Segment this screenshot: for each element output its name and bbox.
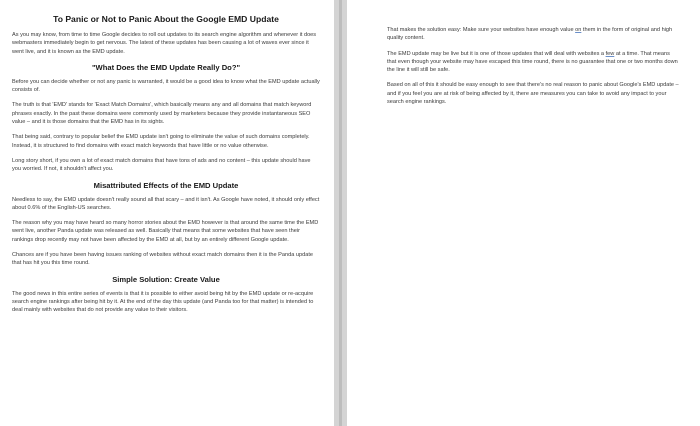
paragraph: Chances are if you have been having issues ranking of websites without exact match domains then it is the Panda update that has hit you this time round. (12, 252, 313, 267)
intro-paragraph: As you may know, from time to time Google decides to roll out updates to its search engine algorithm and whenever it does webmasters immediately begin to get nervous. The latest of these updates has been causing a lot of waves ever since it went live, and it is known as the EMD update. (12, 32, 317, 55)
text-run: at a time. That means that even though your website may have escaped this time round, there is no guarantee that one or two months down the line it will still be safe. (387, 50, 678, 74)
page-content (387, 26, 679, 113)
document-title: To Panic or Not to Panic About the Google EMD Update (53, 14, 279, 24)
document-page-left (0, 0, 334, 426)
paragraph: The reason why you may have heard so many horror stories about the EMD however is that around the same time the EMD went live, another Panda update was released as well. Basically that means that some websites that have seen their rankings drop recently may not have been affected by the EMD at all, but by an entirely different Google update. (12, 220, 319, 243)
paragraph: Before you can decide whether or not any panic is warranted, it would be a good idea to know what the EMD update actually consists of. (12, 78, 320, 94)
paragraph: Needless to say, the EMD update doesn't really sound all that scary – and it isn't. As Google have noted, it should only effect about 0.6% of the English-US searches. (12, 196, 320, 211)
document-page-right (347, 0, 700, 426)
section-heading-misattributed: Misattributed Effects of the EMD Update (93, 180, 239, 190)
underlined-word: few (605, 50, 615, 57)
text-run: The EMD update may be live but it is one of those updates that will deal with websites a (387, 50, 606, 57)
paragraph: Long story short, if you own a lot of exact match domains that have tons of ads and no content – this update should have you worried. If not, it shouldn't affect you. (12, 157, 311, 173)
paragraph: Based on all of this it should be easy enough to see that there's no real reason to panic about Google's EMD update – and if you feel you are at risk of being affected by it, there are measures you can take to avoid any impact to your search engine rankings. (387, 82, 679, 106)
paragraph (387, 26, 679, 43)
paragraph: The truth is that 'EMD' stands for 'Exact Match Domains', which basically means any and all domains that match keyword phrases exactly. In the past these domains were commonly used by marketers because they provide instantaneous SEO value – and it is those domains that the EMD has in its sights. (12, 102, 312, 126)
paragraph: That being said, contrary to popular belief the EMD update isn't going to eliminate the value of such domains completely. Instead, it is structured to find domains with exact match keywords that have little or no value otherwise. (12, 134, 310, 149)
text-run: That makes the solution easy: Make sure your websites have enough value (387, 27, 576, 33)
paragraph (387, 50, 679, 75)
section-heading-simple-solution: Simple Solution: Create Value (112, 274, 220, 284)
underlined-word: on (575, 27, 582, 33)
page-content (12, 14, 320, 322)
section-heading-emd-update: "What Does the EMD Update Really Do?" (91, 62, 241, 72)
paragraph: The good news in this entire series of events is that it is possible to either avoid being hit by the EMD update or re-acquire search engine rankings after being hit by it. At the end of the day this update (and Panda too for that matter) is intended to deal mainly with websites that do not provide any value to their visitors. (12, 290, 314, 314)
page-divider (334, 0, 347, 426)
text-run: them in the form of original and high quality content. (387, 27, 673, 42)
